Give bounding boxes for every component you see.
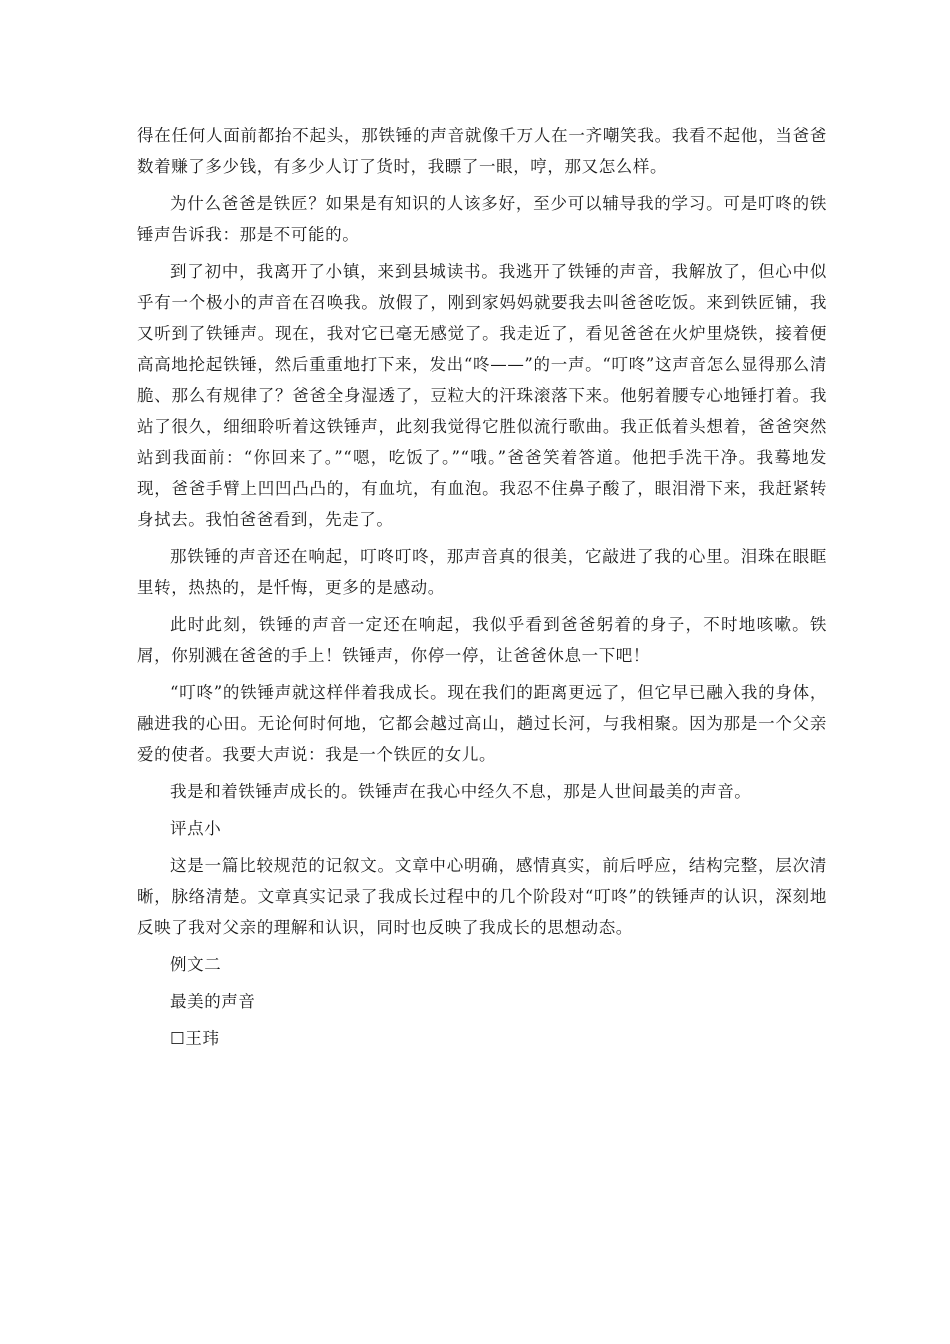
essay-title: 最美的声音	[170, 992, 256, 1011]
comment-heading: 评点小	[170, 819, 222, 838]
paragraph-5: 此时此刻，铁锤的声音一定还在响起，我似乎看到爸爸躬着的身子，不时地咳嗽。铁屑，你别溅在爸爸的手上！铁锤声，你停一停，让爸爸休息一下吧！	[137, 615, 827, 665]
document-body	[137, 120, 827, 1060]
comment-text: 这是一篇比较规范的记叙文。文章中心明确，感情真实，前后呼应，结构完整，层次清晰，脉络清楚。文章真实记录了我成长过程中的几个阶段对“叮咚”的铁锤声的认识，深刻地反映了我对父亲的理解和认识，同时也反映了我成长的思想动态。	[137, 856, 827, 937]
paragraph-2: 为什么爸爸是铁匠？如果是有知识的人该多好，至少可以辅导我的学习。可是叮咚的铁锤声告诉我：那是不可能的。	[137, 194, 827, 244]
example-heading: 例文二	[170, 955, 222, 974]
paragraph-1: 得在任何人面前都抬不起头，那铁锤的声音就像千万人在一齐嘲笑我。我看不起他，当爸爸数着赚了多少钱，有多少人订了货时，我瞟了一眼，哼，那又怎么样。	[137, 126, 827, 176]
paragraph-6: “叮咚”的铁锤声就这样伴着我成长。现在我们的距离更远了，但它早已融入我的身体，融进我的心田。无论何时何地，它都会越过高山，趟过长河，与我相聚。因为那是一个父亲爱的使者。我要大声说：我是一个铁匠的女儿。	[137, 683, 827, 764]
paragraph-3: 到了初中，我离开了小镇，来到县城读书。我逃开了铁锤的声音，我解放了，但心中似乎有一个极小的声音在召唤我。放假了，刚到家妈妈就要我去叫爸爸吃饭。来到铁匠铺，我又听到了铁锤声。现在，我对它已毫无感觉了。我走近了，看见爸爸在火炉里烧铁，接着便高高地抡起铁锤，然后重重地打下来，发出“咚——”的一声。“叮咚”这声音怎么显得那么清脆、那么有规律了？爸爸全身湿透了，豆粒大的汗珠滚落下来。他躬着腰专心地锤打着。我站了很久，细细聆听着这铁锤声，此刻我觉得它胜似流行歌曲。我正低着头想着，爸爸突然站到我面前：“你回来了。”“嗯，吃饭了。”“哦。”爸爸笑着答道。他把手洗干净。我蓦地发现，爸爸手臂上凹凹凸凸的，有血坑，有血泡。我忍不住鼻子酸了，眼泪滑下来，我赶紧转身拭去。我怕爸爸看到，先走了。	[137, 262, 827, 529]
essay-author: ☐王玮	[170, 1029, 220, 1048]
paragraph-7: 我是和着铁锤声成长的。铁锤声在我心中经久不息，那是人世间最美的声音。	[170, 782, 752, 801]
paragraph-4: 那铁锤的声音还在响起，叮咚叮咚，那声音真的很美，它敲进了我的心里。泪珠在眼眶里转，热热的，是忏悔，更多的是感动。	[137, 547, 827, 597]
